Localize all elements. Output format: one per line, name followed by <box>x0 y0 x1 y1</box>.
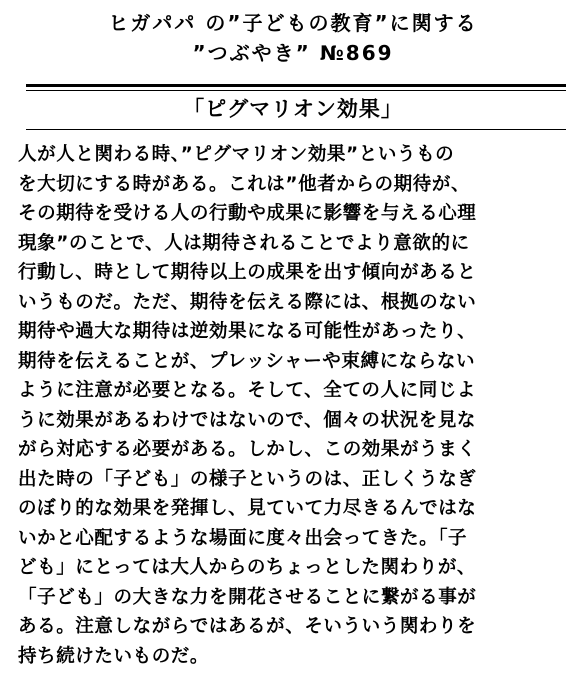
body-line: 人が人と関わる時、”ピグマリオン効果”というもの <box>18 144 455 165</box>
body-line: うに効果があるわけではないので、個々の状況を見な <box>18 409 477 431</box>
body-line: のぼり的な効果を発揮し、見ていて力尽きるんではな <box>18 498 477 519</box>
header-divider-thick <box>26 84 566 87</box>
body-line: 期待や過大な期待は逆効果になる可能性があったり、 <box>18 321 477 342</box>
header-title-line1: ヒガパパ の”子どもの教育”に関する <box>108 11 478 35</box>
article-subtitle: 「ピグマリオン効果」 <box>183 97 403 121</box>
body-line: がら対応する必要がある。しかし、この効果がうまく <box>18 439 477 460</box>
body-line: 行動し、時として期待以上の成果を出す傾向があると <box>18 262 477 283</box>
body-line: 出た時の「子ども」の様子というのは、正しくうなぎ <box>18 468 477 490</box>
subtitle-underline <box>26 129 566 130</box>
body-line: 現象”のことで、人は期待されることでより意欲的に <box>18 232 470 254</box>
body-line: ある。注意しながらではあるが、そいういう関わりを <box>18 616 477 637</box>
body-line: 「子ども」の大きな力を開花させることに繋がる事が <box>18 586 477 608</box>
body-line: いかと心配するような場面に度々出会ってきた。「子 <box>18 527 468 549</box>
article-body <box>18 140 574 671</box>
body-line: ども」にとっては大人からのちょっとした関わりが、 <box>18 557 477 578</box>
body-line: いうものだ。ただ、期待を伝える際には、根拠のない <box>18 291 477 313</box>
body-line: ように注意が必要となる。そして、全ての人に同じよ <box>18 380 477 401</box>
body-line: を大切にする時がある。これは”他者からの期待が、 <box>18 173 471 195</box>
page-header <box>0 8 586 68</box>
body-line: その期待を受ける人の行動や成果に影響を与える心理 <box>18 203 477 224</box>
header-divider-thin <box>26 90 566 91</box>
header-title-line2: ”つぶやき” №869 <box>192 41 394 65</box>
body-line: 期待を伝えることが、プレッシャーや束縛にならない <box>18 350 476 372</box>
body-line: 持ち続けたいものだ。 <box>18 645 210 667</box>
